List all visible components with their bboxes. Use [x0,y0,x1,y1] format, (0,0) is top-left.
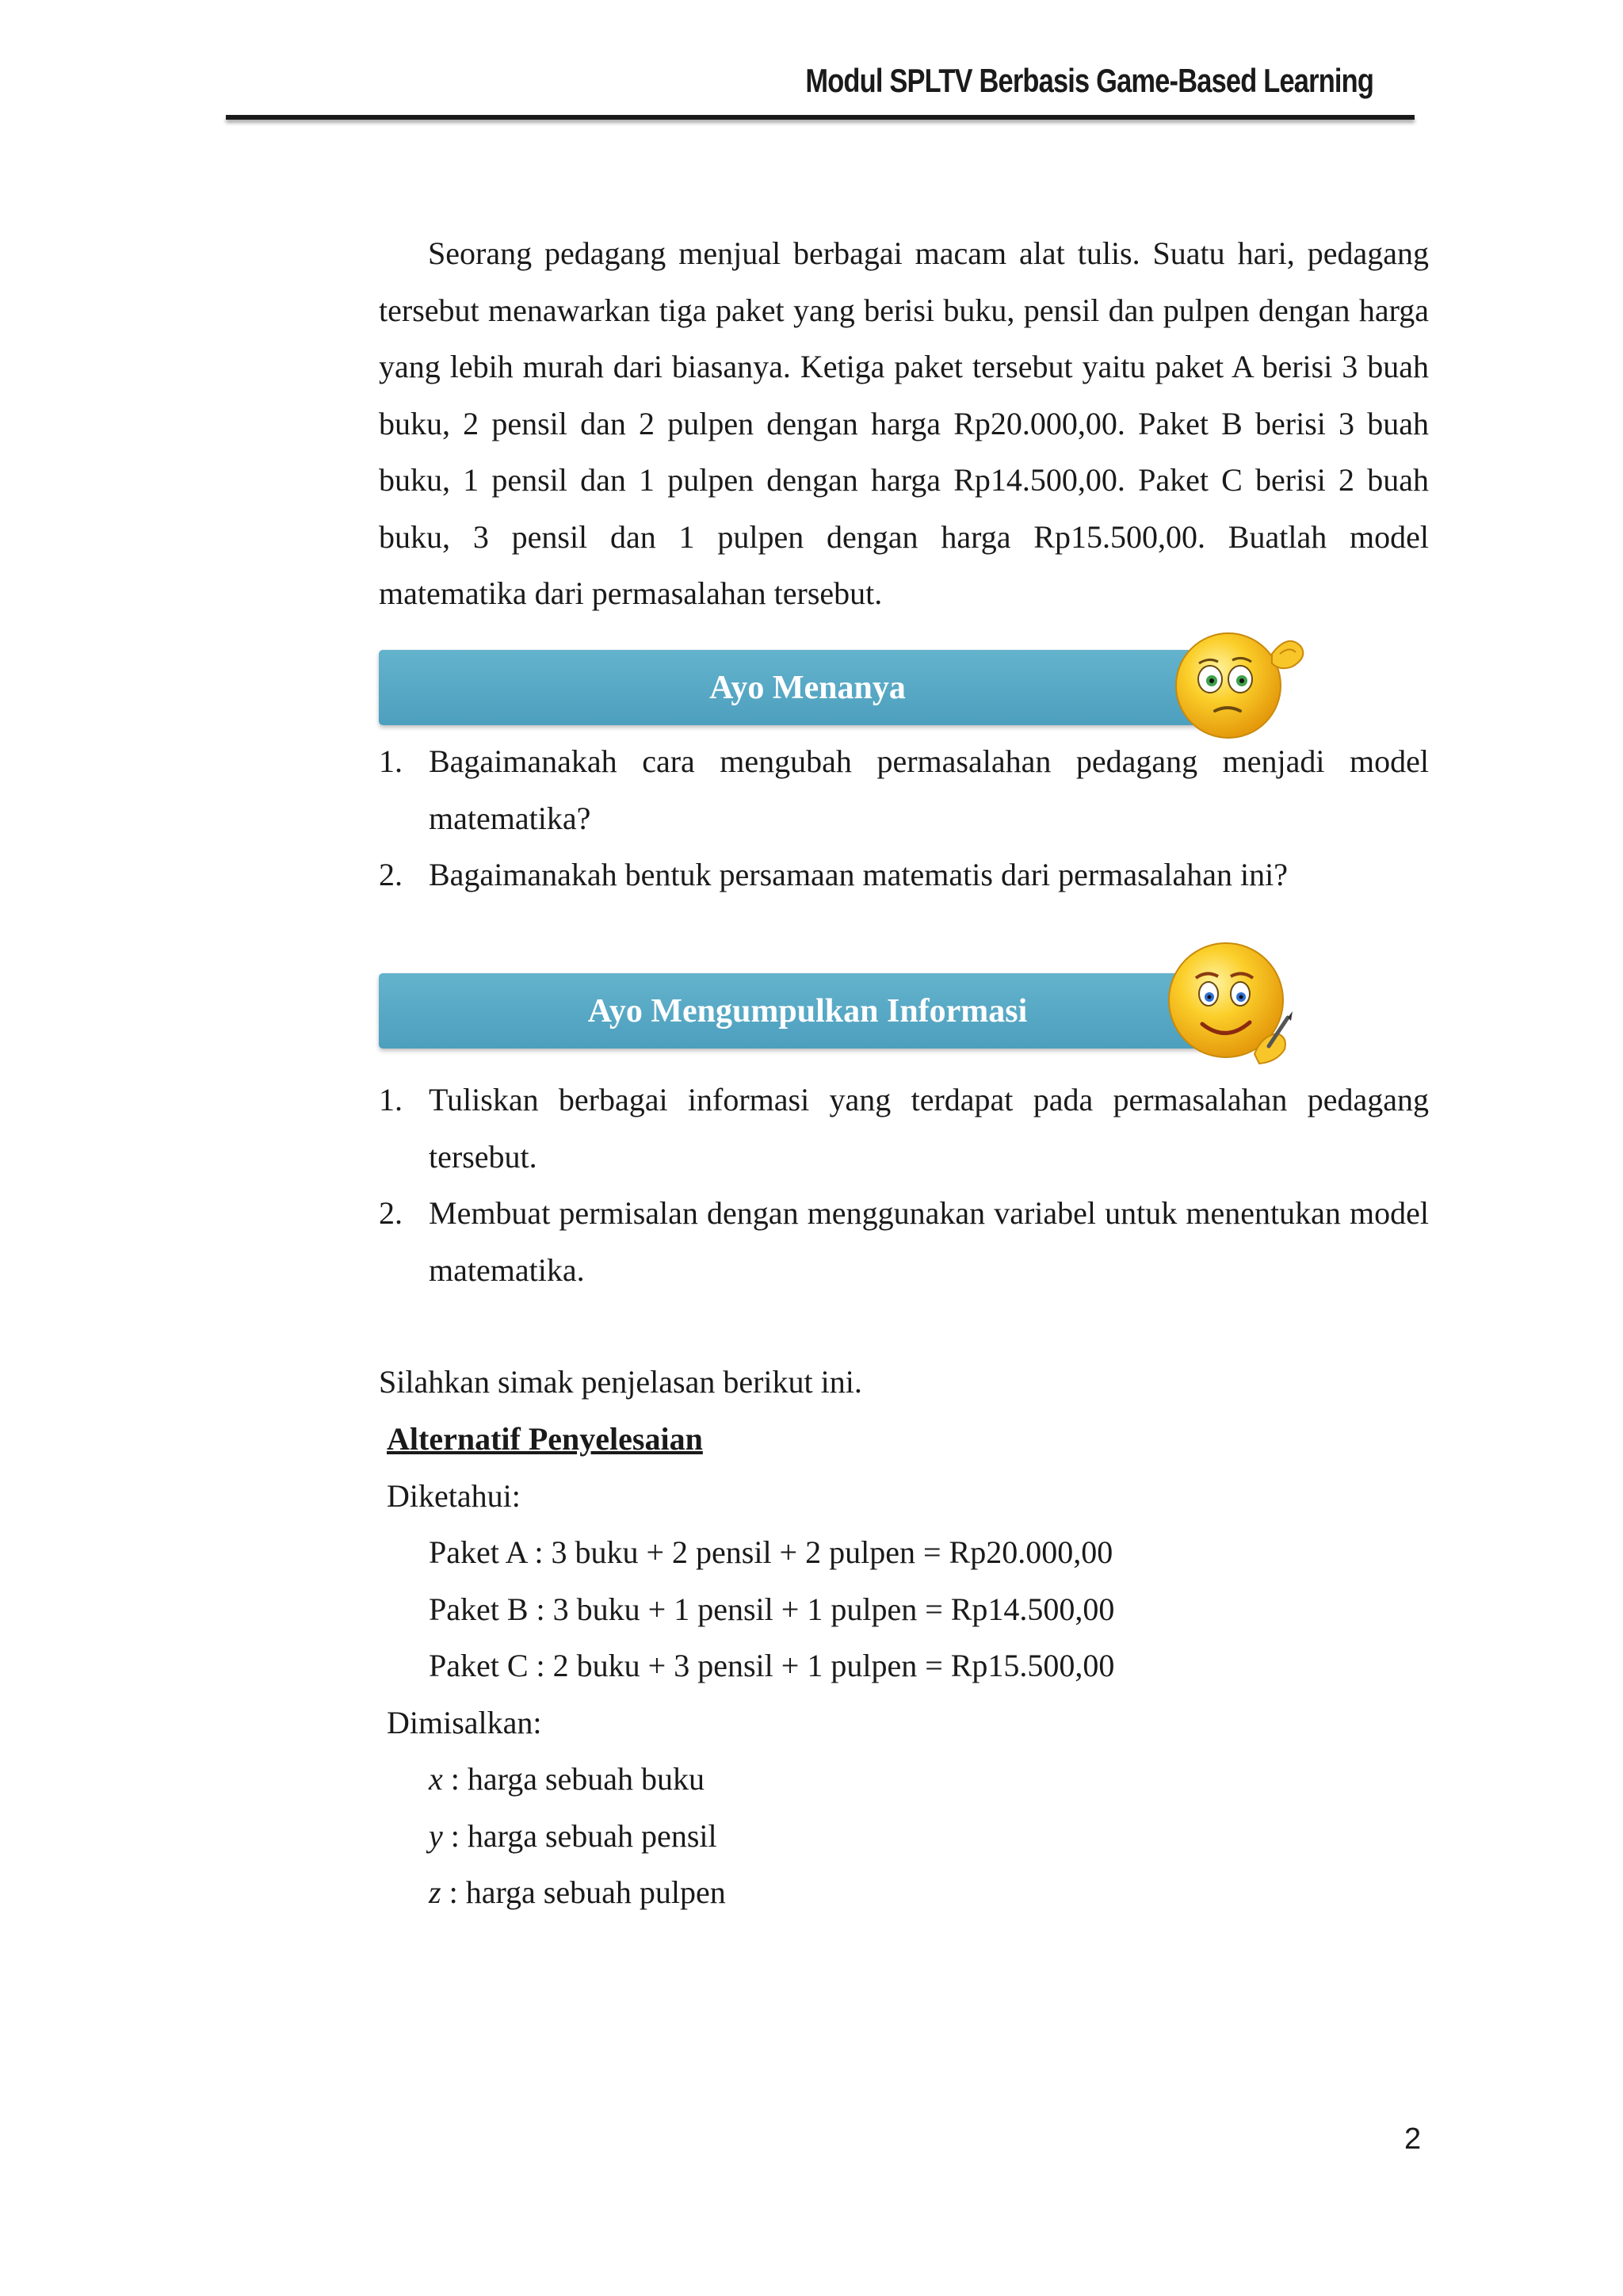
variable-symbol: y [429,1818,443,1854]
collect-section-banner [379,973,1236,1049]
ask-question-list [379,733,1429,904]
list-text: Membuat permisalan dengan menggunakan variabel untuk menentukan model matematika. [429,1195,1429,1288]
list-number: 1. [379,1082,403,1117]
list-item [379,846,1429,904]
list-text: Bagaimanakah cara mengubah permasalahan pedagang menjadi model matematika? [429,743,1429,836]
solution-heading: Alternatif Penyelesaian [387,1421,703,1457]
thinking-face-icon [1161,622,1312,741]
collect-task-list [379,1072,1429,1298]
module-title: Modul SPLTV Berbasis Game-Based Learning [805,62,1373,99]
variable-symbol: z [429,1874,441,1910]
intro-text: Silahkan simak penjelasan berikut ini. [379,1364,862,1400]
list-number: 1. [379,743,403,779]
page-number: 2 [1404,2122,1422,2156]
variable-x [429,1751,705,1808]
known-package-c: Paket C : 2 buku + 3 pensil + 1 pulpen = Rp15.500,00 [429,1648,1115,1683]
problem-text: Seorang pedagang menjual berbagai macam alat tulis. Suatu hari, pedagang tersebut menawarkan tiga paket yang berisi buku, pensil dan pulpen dengan harga yang lebih murah dari biasanya. Ketiga paket tersebut yaitu paket A berisi 3 buah buku, 2 pensil dan 2 pulpen dengan harga Rp20.000,00. Paket B berisi 3 buah buku, 1 pensil dan 1 pulpen dengan harga Rp14.500,00. Paket C berisi 2 buah buku, 3 pensil dan 1 pulpen dengan harga Rp15.500,00. Buatlah model matematika dari permasalahan tersebut. [379,235,1429,611]
variable-y [429,1808,717,1865]
list-item [379,1072,1429,1185]
assume-label: Dimisalkan: [387,1705,542,1740]
ask-section-banner [379,650,1236,725]
list-number: 2. [379,1195,403,1231]
variable-symbol: x [429,1761,443,1797]
variable-description: : harga sebuah pensil [442,1818,717,1854]
header-rule [226,115,1415,120]
known-label: Diketahui: [387,1478,521,1514]
variable-z [429,1864,726,1921]
list-text: Bagaimanakah bentuk persamaan matematis dari permasalahan ini? [429,857,1289,892]
collect-section-title: Ayo Mengumpulkan Informasi [587,992,1028,1030]
list-item [379,733,1429,846]
known-package-b: Paket B : 3 buku + 1 pensil + 1 pulpen = Rp14.500,00 [429,1591,1115,1627]
list-number: 2. [379,857,403,892]
known-package-a: Paket A : 3 buku + 2 pensil + 2 pulpen = Rp20.000,00 [429,1534,1113,1570]
ask-section-title: Ayo Menanya [709,669,906,706]
writing-face-icon [1161,935,1296,1074]
variable-description: : harga sebuah pulpen [441,1874,726,1910]
list-item [379,1185,1429,1298]
list-text: Tuliskan berbagai informasi yang terdapat pada permasalahan pedagang tersebut. [429,1082,1429,1175]
problem-paragraph [379,225,1429,622]
variable-description: : harga sebuah buku [442,1761,705,1797]
